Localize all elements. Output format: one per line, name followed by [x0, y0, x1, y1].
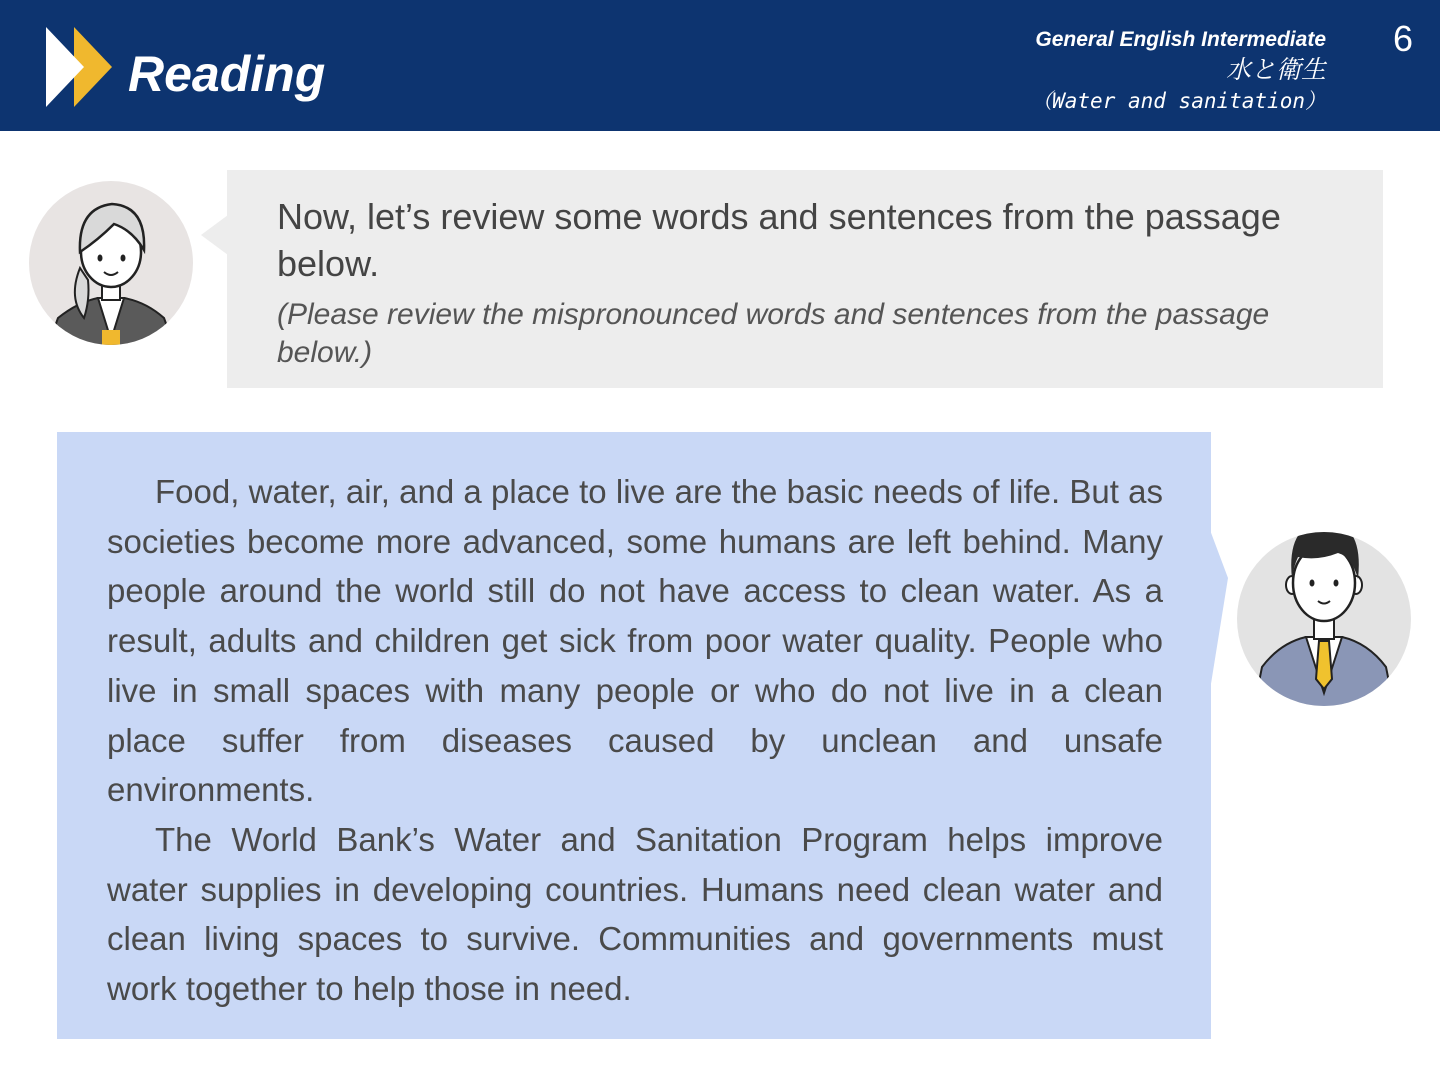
woman-avatar-icon — [28, 180, 194, 346]
passage-paragraph: The World Bank’s Water and Sanitation Program helps improve water supplies in developing countries. Humans need clean water and clean living spaces to survive. Communities and governments must work together to help those in need. — [107, 820, 1163, 1008]
passage-bubble-tail — [1210, 530, 1228, 690]
instruction-note: (Please review the mispronounced words and sentences from the passage below.) — [277, 298, 1270, 369]
reading-passage — [107, 467, 1163, 1014]
play-chevron-icon — [46, 27, 112, 107]
instruction-text: Now, let’s review some words and sentences from the passage below. — [277, 196, 1281, 284]
page-title: Reading — [128, 46, 326, 102]
passage-paragraph: Food, water, air, and a place to live are the basic needs of life. But as societies become more advanced, some humans are left behind. Many people around the world still do not have access to clean water. As a result, adults and children get sick from poor water quality. People who live in small spaces with many people or who do not live in a clean place suffer from diseases caused by unclean and unsafe environments. — [107, 473, 1163, 809]
speech-bubble-tail — [201, 215, 228, 255]
man-avatar-icon — [1236, 517, 1412, 707]
header-bar — [0, 0, 1440, 131]
unit-title-jp: 水と衛生 — [1225, 56, 1326, 84]
unit-title-en: （Water and sanitation） — [1031, 89, 1326, 113]
course-name: General English Intermediate — [1035, 28, 1326, 51]
page-number: 6 — [1392, 18, 1414, 59]
course-info — [906, 26, 1326, 116]
